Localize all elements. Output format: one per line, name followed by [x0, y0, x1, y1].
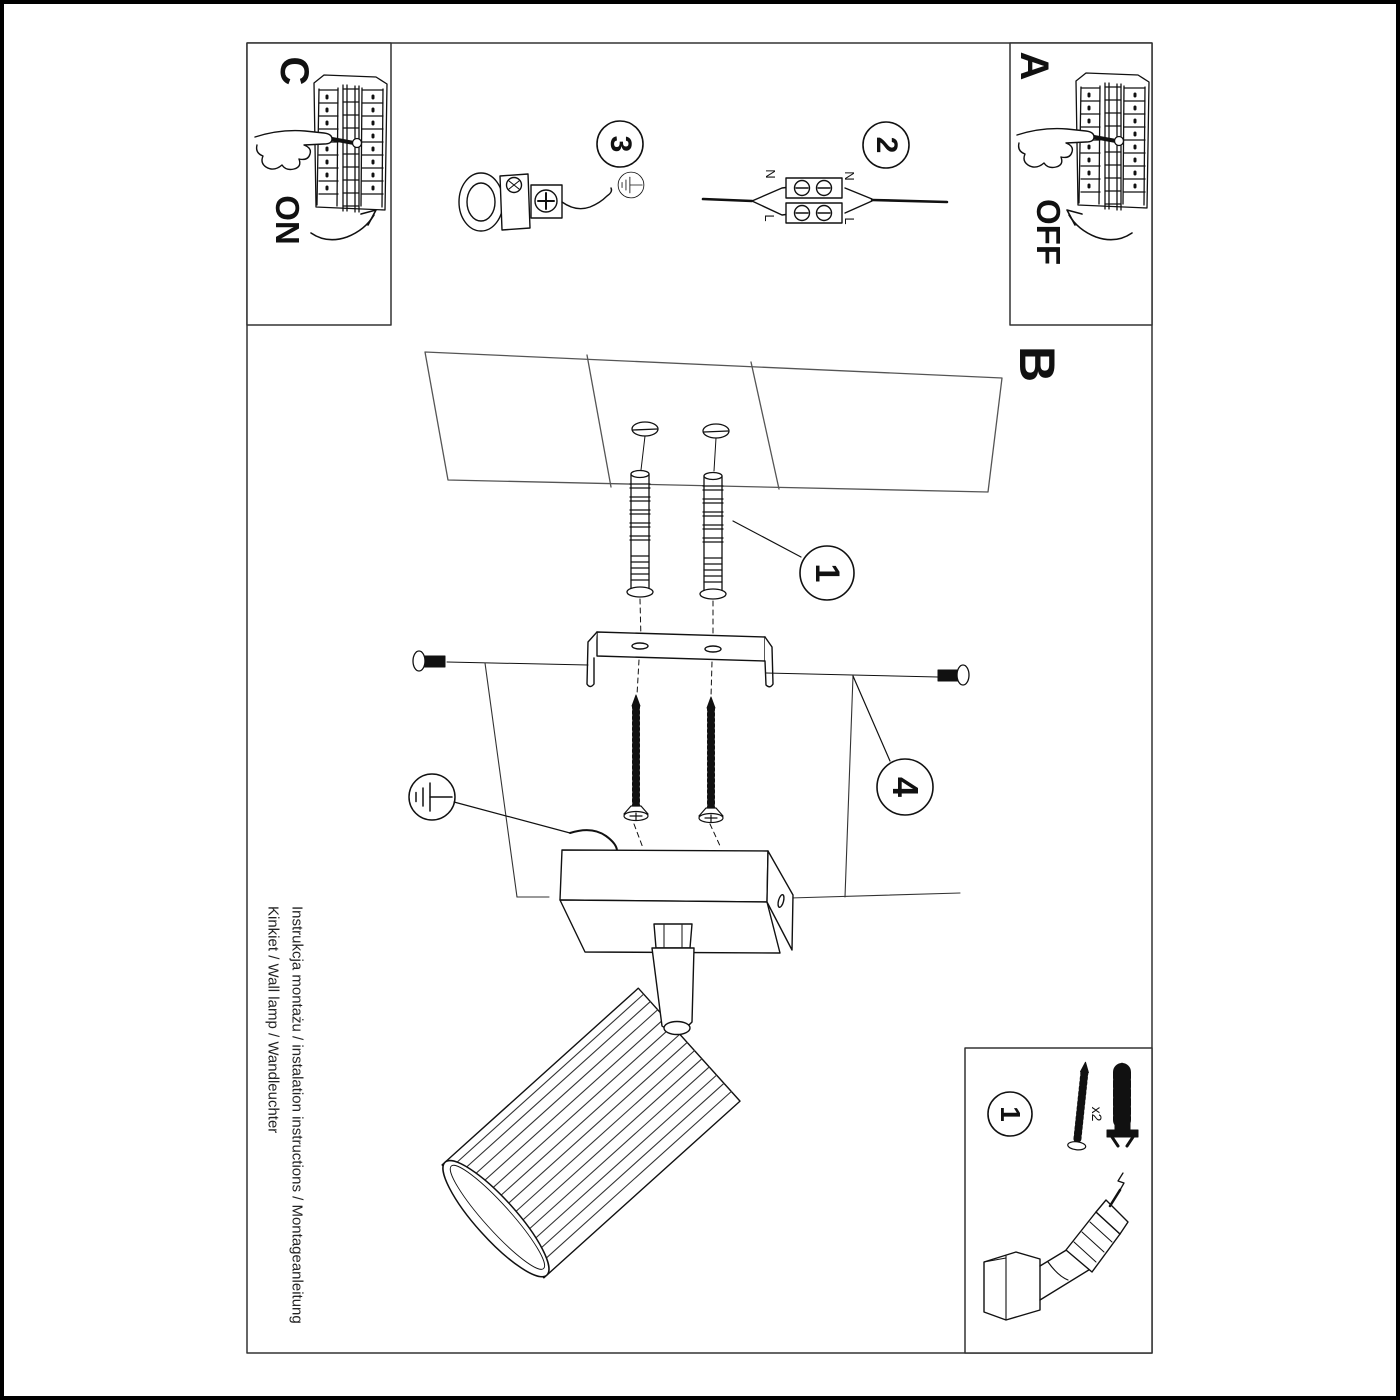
- section-b-label: B: [1009, 345, 1065, 383]
- step4-number: 4: [885, 776, 926, 798]
- wall-plug-right: [700, 473, 726, 600]
- wire-label-l-left: L: [762, 214, 778, 222]
- step3-number: 3: [604, 135, 637, 153]
- footer-title-line1: Instrukcja montażu / instalation instructions / Montageanleitung: [288, 906, 306, 1324]
- wire-label-n-left: N: [763, 169, 779, 179]
- sheet-border: [247, 43, 1152, 1353]
- panel-c-label: C: [272, 56, 316, 86]
- screwdriver-earth-icon: [618, 172, 644, 198]
- parts-step-number: 1: [995, 1106, 1026, 1122]
- panel-a-label: A: [1012, 51, 1056, 81]
- step2-number: 2: [870, 136, 903, 154]
- wire-label-l-right: L: [842, 217, 858, 225]
- wall-plug-left: [627, 471, 653, 598]
- step1-number: 1: [808, 563, 846, 583]
- parts-quantity-label: x2: [1089, 1106, 1105, 1122]
- panel-a-state: OFF: [1030, 199, 1068, 265]
- earth-ground-icon: [409, 774, 455, 820]
- footer-title-line2: Kinkiet / Wall lamp / Wandleuchter: [264, 906, 282, 1134]
- wire-label-n-right: N: [842, 171, 858, 181]
- panel-c-state: ON: [269, 195, 307, 245]
